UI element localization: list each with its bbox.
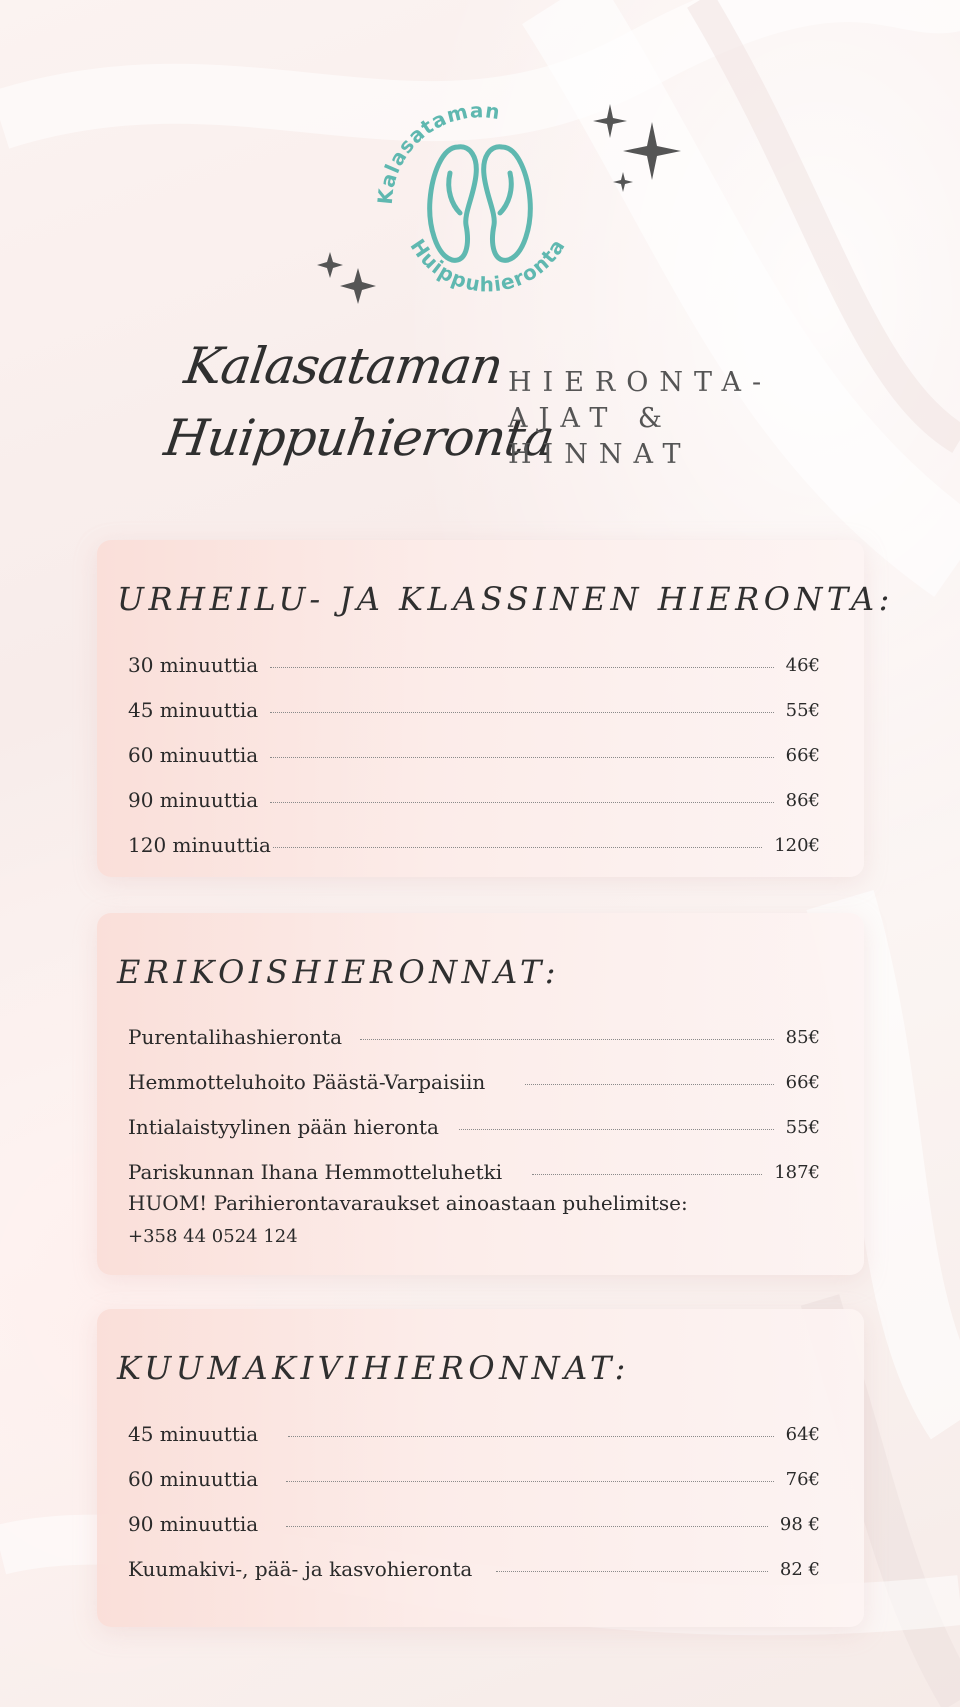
service-label: 45 minuuttia bbox=[128, 1422, 259, 1446]
service-label: Purentalihashieronta bbox=[128, 1025, 342, 1049]
service-label: 30 minuuttia bbox=[128, 653, 259, 677]
service-price: 86€ bbox=[785, 789, 820, 811]
price-row bbox=[128, 742, 820, 768]
service-price: 98 € bbox=[779, 1513, 820, 1535]
service-price: 76€ bbox=[785, 1468, 820, 1490]
section-title: URHEILU- JA KLASSINEN HIERONTA: bbox=[117, 580, 894, 618]
script-title-line1: Kalasataman bbox=[180, 337, 506, 395]
price-card-special bbox=[97, 913, 864, 1275]
dotted-leader bbox=[270, 757, 773, 758]
dotted-leader bbox=[286, 1526, 768, 1527]
sparkle-icon bbox=[623, 122, 681, 180]
section-title: ERIKOISHIERONNAT: bbox=[117, 953, 561, 991]
price-row bbox=[128, 1466, 820, 1492]
booking-note: HUOM! Parihierontavaraukset ainoastaan puhelimitse: bbox=[128, 1191, 688, 1215]
page-title-line3: HINNAT bbox=[508, 439, 692, 470]
service-label: 45 minuuttia bbox=[128, 698, 259, 722]
service-label: Pariskunnan Ihana Hemmotteluhetki bbox=[128, 1160, 503, 1184]
dotted-leader bbox=[360, 1039, 774, 1040]
price-row bbox=[128, 1421, 820, 1447]
sparkle-icon bbox=[613, 172, 633, 192]
price-row bbox=[128, 1114, 820, 1140]
service-label: Intialaistyylinen pään hieronta bbox=[128, 1115, 439, 1139]
service-price: 46€ bbox=[785, 654, 820, 676]
service-price: 55€ bbox=[785, 699, 820, 721]
service-price: 82 € bbox=[779, 1558, 820, 1580]
sparkle-icon bbox=[593, 104, 627, 138]
service-price: 64€ bbox=[785, 1423, 820, 1445]
service-price: 66€ bbox=[785, 744, 820, 766]
dotted-leader bbox=[288, 1436, 773, 1437]
dotted-leader bbox=[525, 1084, 773, 1085]
dotted-leader bbox=[270, 667, 773, 668]
price-row bbox=[128, 1069, 820, 1095]
svg-text:Kalasataman bbox=[373, 98, 502, 205]
dotted-leader bbox=[459, 1129, 774, 1130]
price-row bbox=[128, 697, 820, 723]
price-row bbox=[128, 787, 820, 813]
logo-bottom-text: Huippuhieronta bbox=[405, 234, 570, 297]
script-title-line2: Huippuhieronta bbox=[160, 409, 557, 467]
price-row bbox=[128, 1159, 820, 1185]
page-title-line2: AJAT & bbox=[508, 403, 673, 434]
service-price: 120€ bbox=[774, 834, 820, 856]
section-title: KUUMAKIVIHIERONNAT: bbox=[117, 1349, 630, 1387]
brand-logo bbox=[370, 95, 590, 315]
dotted-leader bbox=[270, 712, 773, 713]
dotted-leader bbox=[270, 802, 773, 803]
service-price: 85€ bbox=[785, 1026, 820, 1048]
price-card-sports-classic bbox=[97, 540, 894, 877]
service-label: 90 minuuttia bbox=[128, 788, 259, 812]
service-price: 187€ bbox=[774, 1161, 820, 1183]
price-row bbox=[128, 1511, 820, 1537]
script-title bbox=[160, 330, 557, 474]
service-label: 120 minuuttia bbox=[128, 833, 271, 857]
page-title bbox=[508, 365, 772, 473]
service-label: 60 minuuttia bbox=[128, 1467, 259, 1491]
dotted-leader bbox=[496, 1571, 768, 1572]
price-row bbox=[128, 652, 820, 678]
price-row bbox=[128, 832, 820, 858]
hands-icon bbox=[430, 147, 531, 261]
service-price: 66€ bbox=[785, 1071, 820, 1093]
svg-text:Huippuhieronta bbox=[405, 234, 569, 296]
service-label: Hemmotteluhoito Päästä-Varpaisiin bbox=[128, 1070, 486, 1094]
dotted-leader bbox=[273, 847, 762, 848]
service-label: Kuumakivi-, pää- ja kasvohieronta bbox=[128, 1557, 473, 1581]
page-title-line1: HIERONTA- bbox=[508, 367, 773, 398]
service-label: 60 minuuttia bbox=[128, 743, 259, 767]
dotted-leader bbox=[532, 1174, 762, 1175]
dotted-leader bbox=[286, 1481, 773, 1482]
price-row bbox=[128, 1556, 820, 1582]
price-row bbox=[128, 1024, 820, 1050]
logo-top-text: Kalasataman bbox=[372, 98, 503, 206]
service-label: 90 minuuttia bbox=[128, 1512, 259, 1536]
price-card-hot-stone bbox=[97, 1309, 864, 1627]
phone-number: +358 44 0524 124 bbox=[128, 1226, 298, 1247]
sparkle-icon bbox=[317, 252, 343, 278]
service-price: 55€ bbox=[785, 1116, 820, 1138]
